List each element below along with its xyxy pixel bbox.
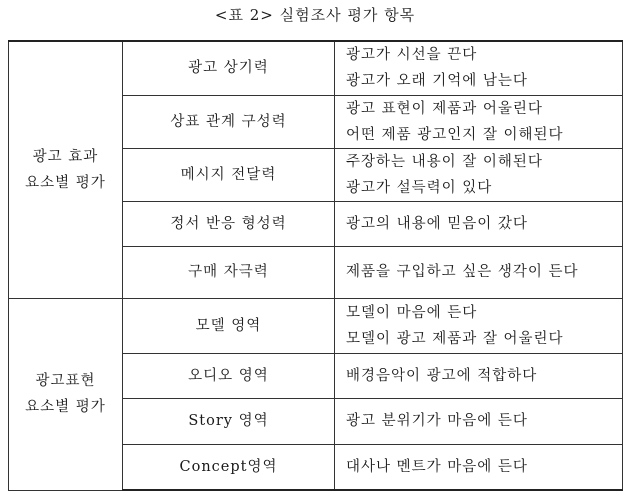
content-line: 광고가 오래 기억에 남는다 (346, 73, 528, 90)
item-cell: 메시지 전달력 (123, 148, 335, 201)
group-label-cell (9, 298, 123, 490)
content-line: 배경음악이 광고에 적합하다 (346, 367, 538, 384)
table-caption: <표 2> 실험조사 평가 항목 (214, 6, 416, 24)
group-label-cell (9, 41, 123, 298)
evaluation-items-table (8, 40, 623, 491)
item-cell: 구매 자극력 (123, 246, 335, 298)
group-label-line: 광고 효과 (32, 148, 99, 165)
content-cell (335, 398, 623, 444)
content-line: 모델이 광고 제품과 잘 어울린다 (346, 330, 564, 347)
content-cell (335, 41, 623, 95)
content-line: 제품을 구입하고 싶은 생각이 든다 (346, 264, 579, 280)
content-line: 광고 표현이 제품과 어울린다 (346, 100, 543, 117)
content-line: 어떤 제품 광고인지 잘 이해된다 (346, 126, 564, 143)
content-cell (335, 246, 623, 298)
item-cell: 광고 상기력 (123, 41, 335, 95)
content-cell (335, 201, 623, 246)
content-line: 광고 분위기가 마음에 든다 (346, 413, 528, 429)
item-cell: 상표 관계 구성력 (123, 95, 335, 148)
item-cell: 오디오 영역 (123, 353, 335, 398)
item-cell: 모델 영역 (123, 298, 335, 353)
content-line: 광고가 시선을 끈다 (346, 47, 478, 64)
content-line: 광고의 내용에 믿음이 갔다 (346, 215, 528, 232)
group-label-line: 요소별 평가 (25, 174, 106, 191)
content-line: 모델이 마음에 든다 (346, 304, 478, 321)
item-cell: 정서 반응 형성력 (123, 201, 335, 246)
content-cell (335, 353, 623, 398)
item-cell: Story 영역 (123, 398, 335, 444)
content-cell (335, 148, 623, 201)
content-cell (335, 444, 623, 490)
group-label-line: 광고표현 (35, 373, 96, 389)
group-label-line: 요소별 평가 (25, 399, 106, 415)
table-row (9, 298, 623, 353)
content-line: 광고가 설득력이 있다 (346, 179, 493, 196)
content-cell (335, 95, 623, 148)
table-row (9, 41, 623, 95)
content-cell (335, 298, 623, 353)
item-cell: Concept영역 (123, 444, 335, 490)
content-line: 대사나 멘트가 마음에 든다 (346, 458, 528, 475)
content-line: 주장하는 내용이 잘 이해된다 (346, 153, 543, 170)
